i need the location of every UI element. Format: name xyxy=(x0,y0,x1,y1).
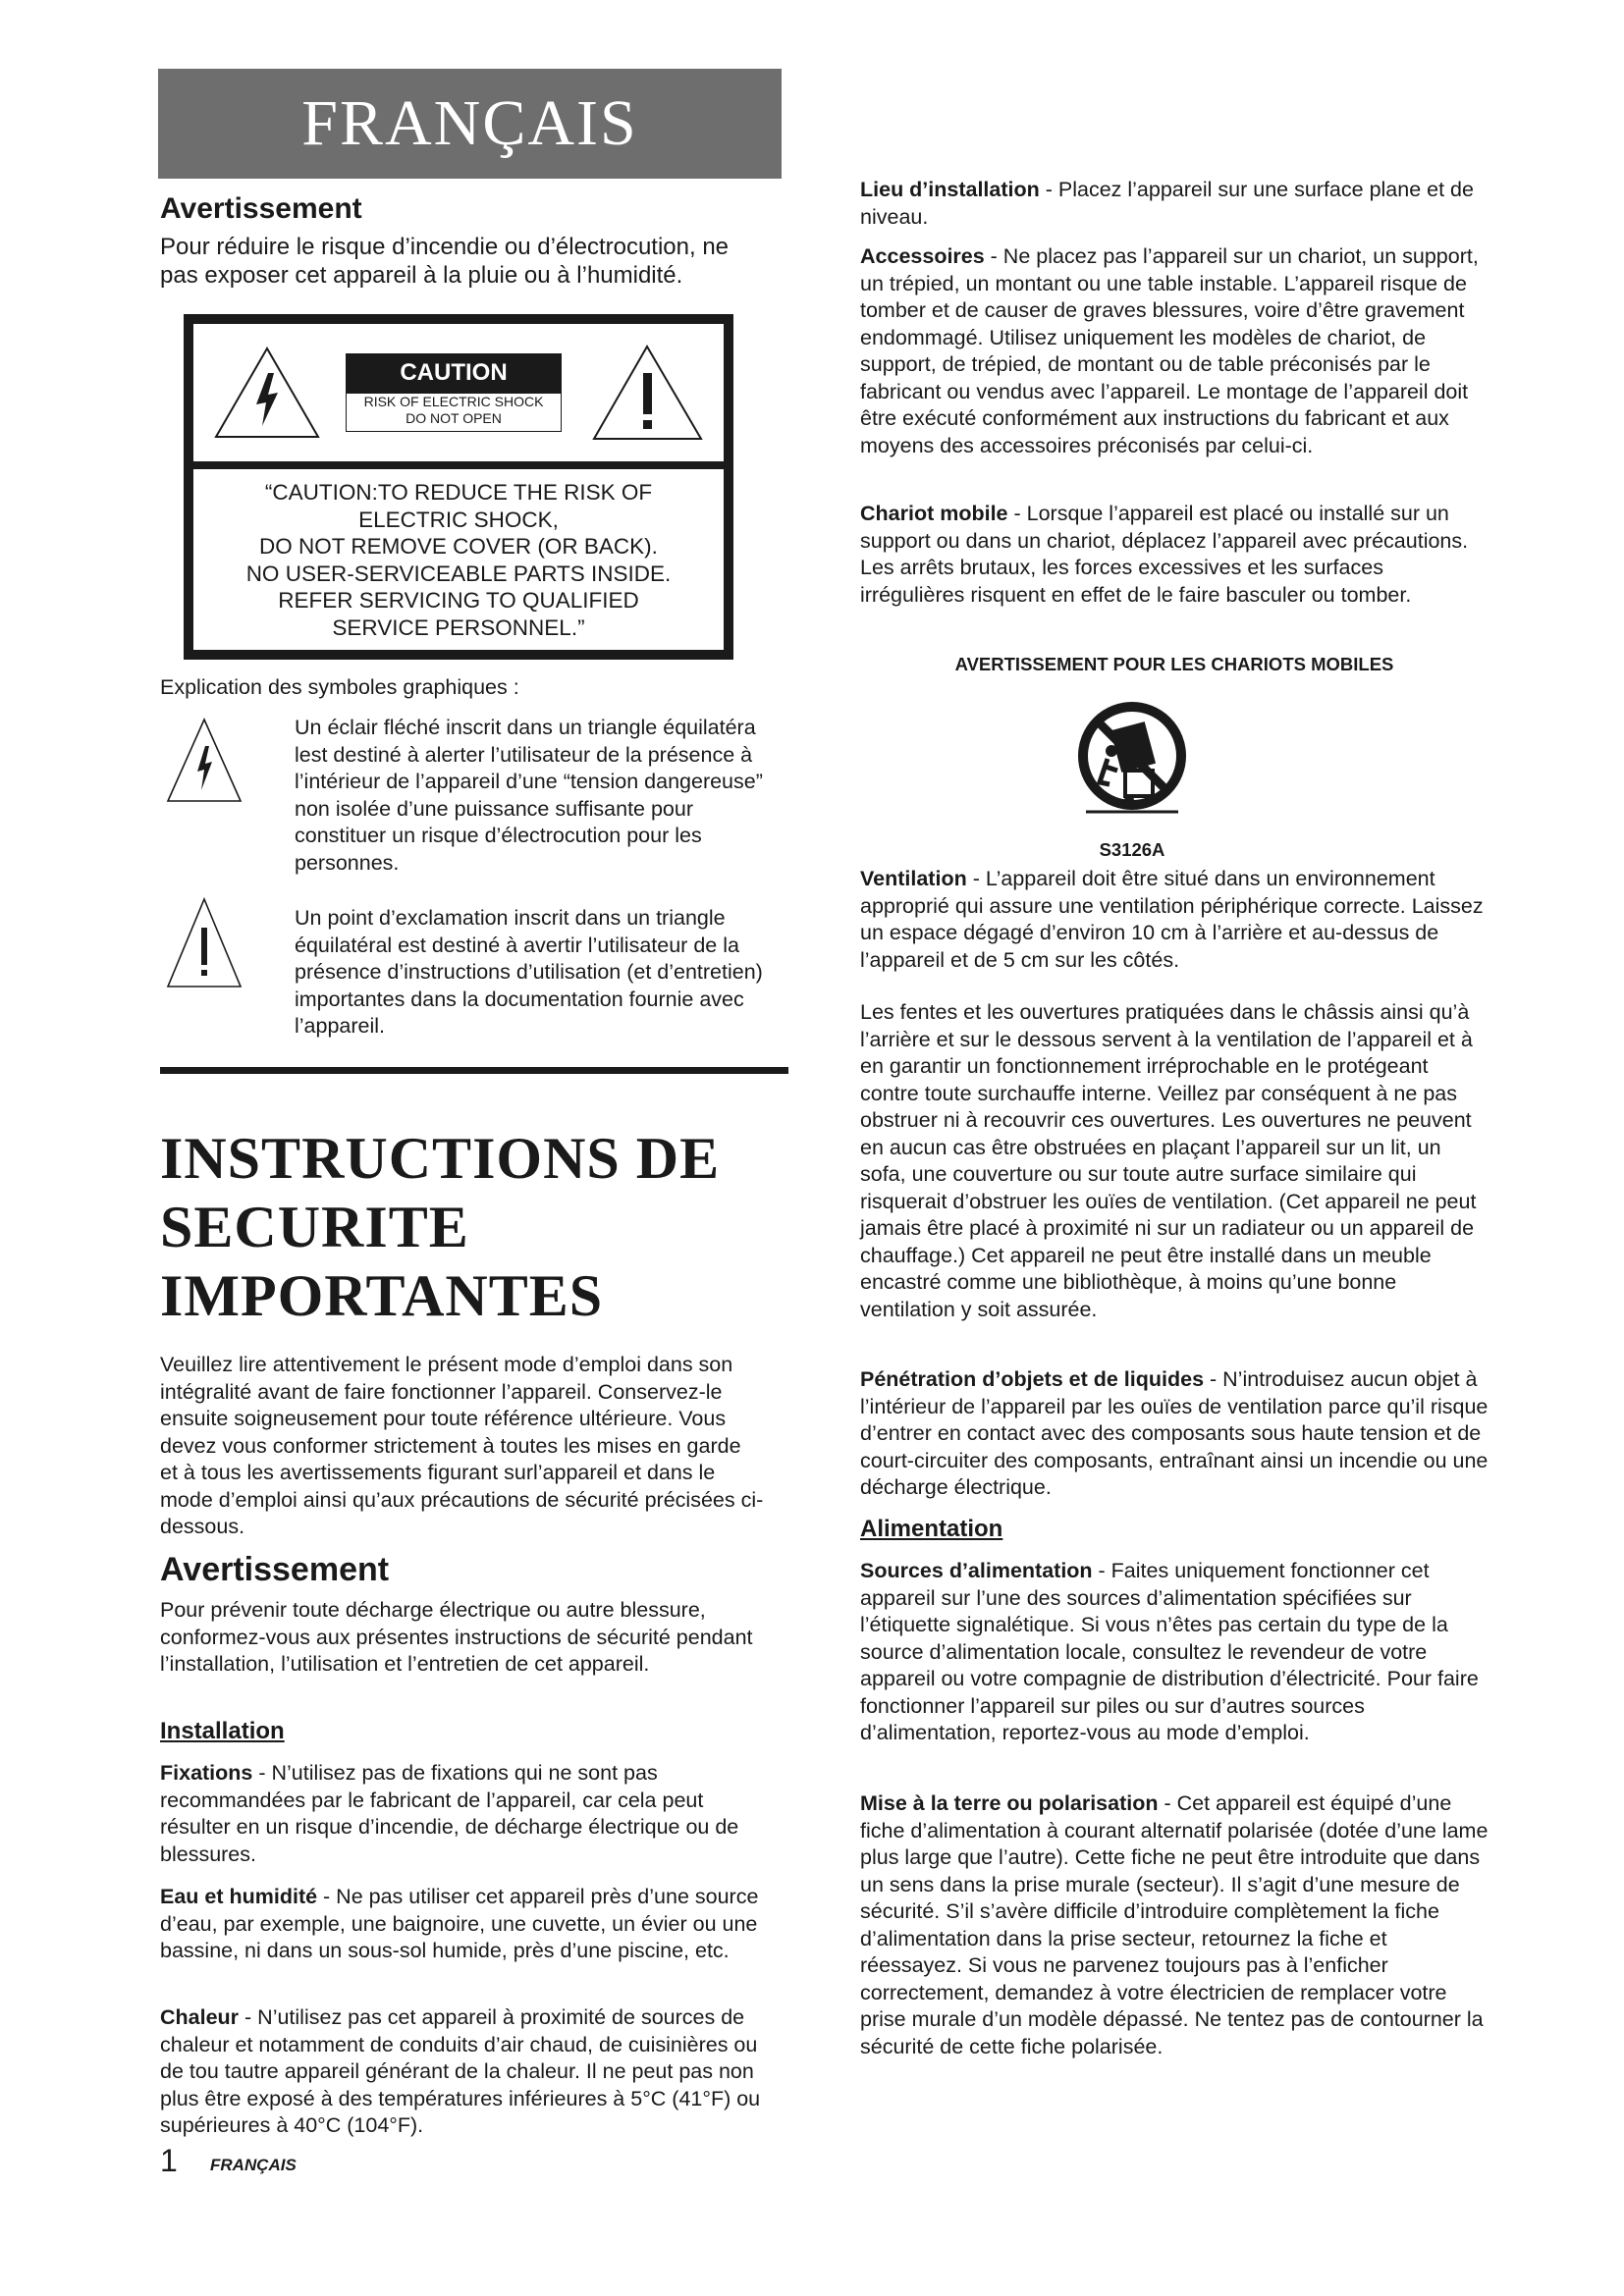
eau-paragraph xyxy=(160,1884,764,1965)
chaleur-paragraph xyxy=(160,2004,779,2140)
fixations-lead: Fixations xyxy=(160,1761,253,1785)
terre-text: - Cet appareil est équipé d’une fiche d’alimentation à courant alternatif polarisée (dotée d’une lame plus large que l’autre). Cette fiche ne peut être introduite que dans un sens dans la prise murale (secteur). Il s’agit d’une mesure de sécurité. S’il s’avère difficile d’introduire complètement la fiche d’alimentation dans la prise secteur, retournez la fiche et réessayez. Si vous ne parvenez toujours pas à l’enficher correctement, demandez à votre électricien de remplacer votre prise murale d’un modèle dépassé. Ne tentez pas de contourner la sécurité de cette fiche polarisée. xyxy=(860,1791,1489,2058)
exclamation-triangle-icon xyxy=(165,896,244,990)
chaleur-text: - N’utilisez pas cet appareil à proximité de sources de chaleur et notamment de conduits d’air chaud, de cuisinières ou de tou tautre appareil générant de la chaleur. Il ne peut pas non plus être exposé à des températures inférieures à 5°C (41°F) ou supérieures à 40°C (104°F). xyxy=(160,2005,761,2137)
page-number: 1 xyxy=(160,2143,178,2178)
big-title-line: SECURITE xyxy=(160,1195,469,1259)
penetration-lead: Pénétration d’objets et de liquides xyxy=(860,1367,1205,1391)
caution-text xyxy=(193,479,724,641)
ventilation-text: - L’appareil doit être situé dans un environnement approprié qui assure une ventilation périphérique correcte. Laissez un espace dégagé d’environ 10 cm à l’arrière et au-dessus de l’appareil et de 5 cm sur les côtés. xyxy=(860,867,1484,972)
big-title-line: IMPORTANTES xyxy=(160,1263,604,1328)
caution-sub-line: DO NOT OPEN xyxy=(406,410,502,426)
warning2-text: Pour prévenir toute décharge électrique ou autre blessure, conformez-vous aux présentes instructions de sécurité pendant l’installation, l’utilisation et l’entretien de cet appareil. xyxy=(160,1598,753,1676)
fixations-text: - N’utilisez pas de fixations qui ne sont pas recommandées par le fabricant de l’appareil, car cela peut résulter en un risque d’incendie, de décharge électrique ou de blessures. xyxy=(160,1761,739,1866)
caution-line: DO NOT REMOVE COVER (OR BACK). xyxy=(259,534,658,559)
caution-line: “CAUTION:TO REDUCE THE RISK OF xyxy=(264,480,653,505)
ventilation2-paragraph: Les fentes et les ouvertures pratiquées dans le châssis ainsi qu’à l’arrière et sur le dessous servent à la ventilation de l’appareil et à en garantir un fonctionnement irréprochable en le protégeant contre toute surchauffe interne. Veillez par conséquent à ne pas obstruer ni à recouvrir ces ouvertures. Les ouvertures ne peuvent en aucun cas être obstruées en plaçant l’appareil sur un lit, un sofa, une couverture ou sur toute autre surface similaire qui risquerait d’obstruer les ouïes de ventilation. (Cet appareil ne peut jamais être placé à proximité ni sur un radiateur ou un appareil de chauffage.) Cet appareil ne peut être installé dans un meuble encastré comme une bibliothèque, à moins qu’une bonne ventilation y soit assurée. xyxy=(860,1000,1477,1321)
sources-paragraph xyxy=(860,1558,1489,1747)
footer-label: FRANÇAIS xyxy=(210,2156,297,2174)
warning-heading: Avertissement xyxy=(160,192,362,225)
section-rule xyxy=(160,1067,788,1074)
penetration-paragraph xyxy=(860,1366,1489,1502)
language-banner xyxy=(158,69,782,179)
terre-lead: Mise à la terre ou polarisation xyxy=(860,1791,1159,1815)
ventilation-paragraph xyxy=(860,866,1489,974)
symbol2-text: Un point d’exclamation inscrit dans un triangle équilatéral est destiné à avertir l’utilisateur de la présence d’instructions d’utilisation (et d’entretien) importantes dans la documentation fournie avec l’appareil. xyxy=(295,906,763,1038)
sources-text: - Faites uniquement fonctionner cet appareil sur l’une des sources d’alimentation spécifiées sur l’étiquette signalétique. Si vous n’êtes pas certain du type de la source d’alimentation locale, consultez le revendeur de votre appareil ou votre compagnie de distribution d’électricité. Pour faire fonctionner l’appareil sur piles ou sur d’autres sources d’alimentation, reportez-vous au mode d’emploi. xyxy=(860,1559,1479,1744)
symbol1-text: Un éclair fléché inscrit dans un triangle équilatéra lest destiné à alerter l’utilisateur de la présence à l’intérieur de l’appareil d’une “tension dangereuse” non isolée d’une puissance suffisante pour constituer un risque d’électrocution pour les personnes. xyxy=(295,716,763,875)
ventilation-lead: Ventilation xyxy=(860,867,967,890)
cart-code: S3126A xyxy=(1099,839,1165,860)
fixations-paragraph xyxy=(160,1760,774,1868)
cart-warning-title: AVERTISSEMENT POUR LES CHARIOTS MOBILES xyxy=(954,654,1394,674)
chariot-lead: Chariot mobile xyxy=(860,502,1008,525)
lieu-text: - Placez l’appareil sur une surface plane et de niveau. xyxy=(860,178,1474,229)
caution-box xyxy=(184,314,733,660)
caution-line: REFER SERVICING TO QUALIFIED xyxy=(278,588,639,613)
eau-lead: Eau et humidité xyxy=(160,1885,318,1908)
caution-sub xyxy=(346,393,562,432)
symbols-intro: Explication des symboles graphiques : xyxy=(160,675,519,699)
big-title xyxy=(160,1124,788,1330)
alimentation-heading: Alimentation xyxy=(860,1516,1003,1542)
caution-sub-line: RISK OF ELECTRIC SHOCK xyxy=(363,394,544,409)
exclamation-warning-icon xyxy=(591,344,704,442)
lightning-triangle-icon xyxy=(165,717,244,805)
accessoires-paragraph xyxy=(860,243,1489,459)
penetration-text: - N’introduisez aucun objet à l’intérieur de l’appareil par les ouïes de ventilation parce qu’il risque d’entrer en contact avec des composants sous haute tension et de court-circuiter des composants, entraînant ainsi un incendie ou une décharge électrique. xyxy=(860,1367,1489,1499)
chariot-paragraph xyxy=(860,501,1489,609)
caution-line: NO USER-SERVICEABLE PARTS INSIDE. xyxy=(245,561,672,586)
sources-lead: Sources d’alimentation xyxy=(860,1559,1093,1582)
chaleur-lead: Chaleur xyxy=(160,2005,240,2029)
caution-header xyxy=(193,324,724,461)
chariot-text: - Lorsque l’appareil est placé ou installé sur un support ou dans un chariot, déplacez l’appareil avec précautions. Les arrêts brutaux, les forces excessives et les surfaces irrégulières risquent en effet de le faire basculer ou tomber. xyxy=(860,502,1469,607)
intro-text: Veuillez lire attentivement le présent mode d’emploi dans son intégralité avant de faire fonctionner l’appareil. Conservez-le ensuite soigneusement pour toute référence ultérieure. Vous devez vous conformer strictement à toutes les mises en garde et à tous les avertissements figurant surl’appareil et dans le mode d’emploi ainsi qu’aux précautions de sécurité précisées ci-dessous. xyxy=(160,1353,764,1538)
terre-paragraph xyxy=(860,1790,1489,2060)
language-title: FRANÇAIS xyxy=(301,87,638,159)
installation-heading: Installation xyxy=(160,1718,285,1744)
tip-over-cart-icon xyxy=(1078,702,1186,828)
lightning-warning-icon xyxy=(213,346,321,440)
warning-text: Pour réduire le risque d’incendie ou d’électrocution, ne pas exposer cet appareil à la pluie ou à l’humidité. xyxy=(160,234,730,289)
accessoires-lead: Accessoires xyxy=(860,244,985,268)
lieu-lead: Lieu d’installation xyxy=(860,178,1040,201)
warning2-heading: Avertissement xyxy=(160,1551,390,1588)
accessoires-text: - Ne placez pas l’appareil sur un chariot, un support, un trépied, un montant ou une table instable. L’appareil risque de tomber et de causer de graves blessures, voire d’être gravement endommagé. Utilisez uniquement les modèles de chariot, de support, de trépied, de montant ou de table préconisés par le fabricant ou vendus avec l’appareil. Le montage de l’appareil doit être exécuté conformément aux instructions du fabricant et aux moyens des accessoires préconisés par celui-ci. xyxy=(860,244,1479,457)
caution-label: CAUTION xyxy=(346,353,562,393)
eau-text: - Ne pas utiliser cet appareil près d’une source d’eau, par exemple, une baignoire, une cuvette, un évier ou une bassine, ni dans un sous-sol humide, près d’une piscine, etc. xyxy=(160,1885,759,1962)
caution-divider xyxy=(193,461,724,469)
lieu-paragraph xyxy=(860,177,1489,231)
caution-line: ELECTRIC SHOCK, xyxy=(358,507,559,532)
caution-line: SERVICE PERSONNEL.” xyxy=(332,614,585,640)
big-title-line: INSTRUCTIONS DE xyxy=(160,1126,721,1191)
